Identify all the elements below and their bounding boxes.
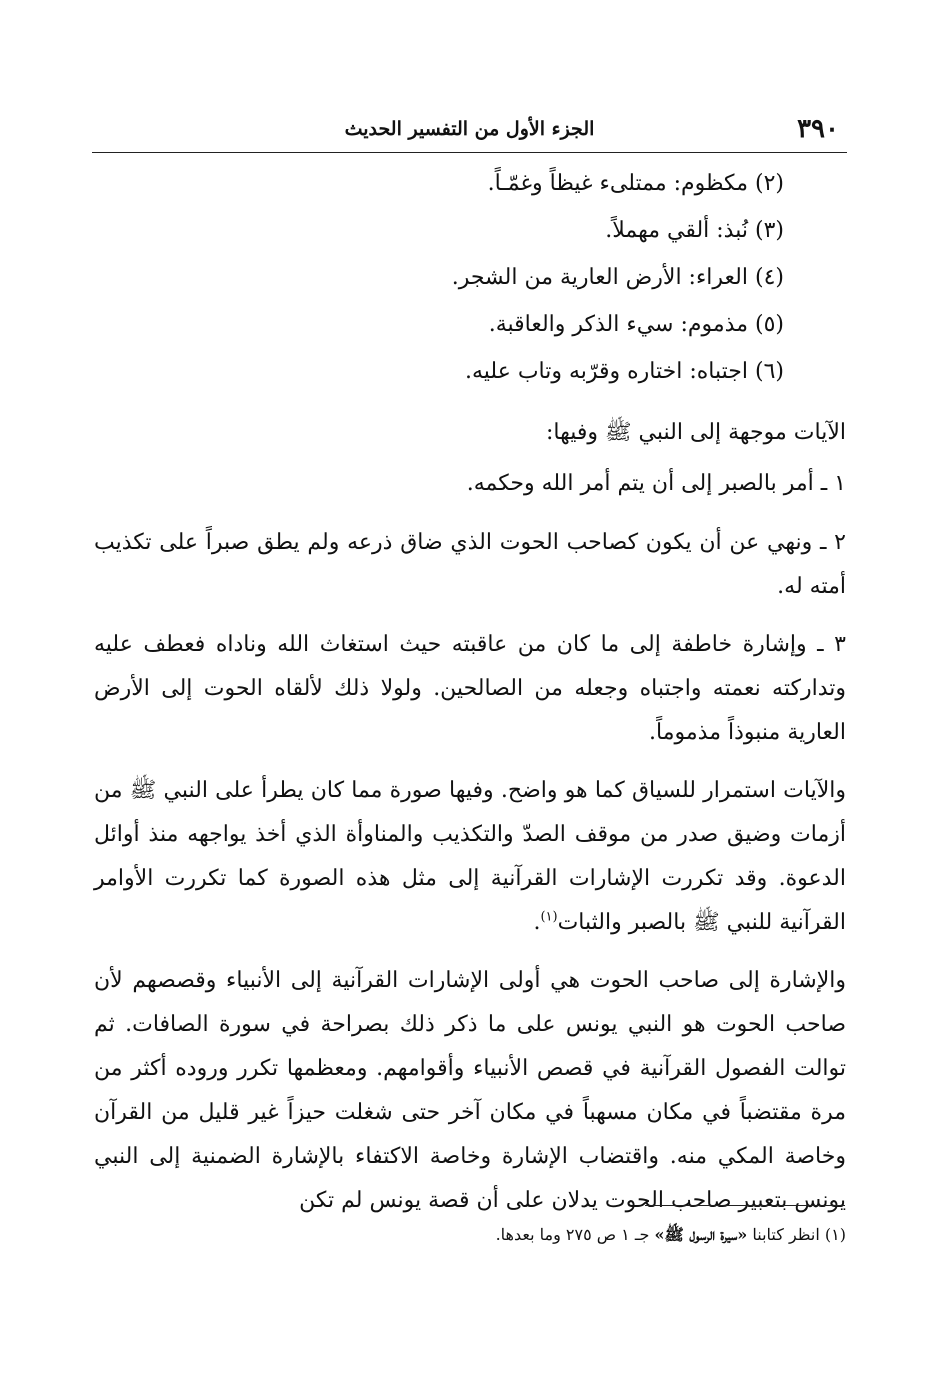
gloss-line: (٣) نُبذ: ألقي مهملاً.: [605, 218, 784, 243]
footnote-text-pre: انظر كتابنا: [752, 1225, 820, 1244]
point-item: ٢ ـ ونهي عن أن يكون كصاحب الحوت الذي ضاق ذرعه ولم يطق صبراً على تكذيب أمته له.: [94, 530, 846, 599]
footnote: [94, 1220, 846, 1250]
paragraph-text: والآيات استمرار للسياق كما هو واضح. وفيها صورة مما كان يطرأ على النبي ﷺ من أزمات وضيق صدر من موقف الصدّ والتكذيب والمناوأة الذي أخذ يواجهه منذ أوائل الدعوة. وقد تكررت الإشارات القرآنية إلى مثل هذه الصورة كما تكررت الأوامر القرآنية للنبي ﷺ بالصبر والثبات: [94, 778, 846, 935]
section-heading: الآيات موجهة إلى النبي ﷺ وفيها:: [545, 420, 846, 445]
paragraph-end: .: [533, 910, 541, 935]
gloss-line: (٢) مكظوم: ممتلىء غيظاً وغمّـاً.: [487, 171, 784, 196]
body-paragraph: [94, 769, 846, 945]
gloss-line: (٦) اجتباه: اختاره وقرّبه وتاب عليه.: [464, 359, 784, 384]
footnote-number: (١): [824, 1225, 846, 1244]
footnote-ref[interactable]: (١): [540, 909, 558, 925]
page-header: [92, 112, 847, 153]
footnote-book-title: «سيرة الرسول ﷺ»: [654, 1225, 748, 1244]
footnote-divider: [645, 1205, 845, 1206]
point-item: ١ ـ أمر بالصبر إلى أن يتم أمر الله وحكمه.: [466, 471, 846, 496]
point-item: ٣ ـ وإشارة خاطفة إلى ما كان من عاقبته حيث استغاث الله وناداه فعطف عليه وتداركته نعمته واجتباه وجعله من الصالحين. ولولا ذلك لألقاه الحوت إلى الأرض العارية منبوذاً مذموماً.: [94, 632, 846, 745]
gloss-line: (٤) العراء: الأرض العارية من الشجر.: [451, 265, 784, 290]
footnote-text-post: جـ ١ ص ٢٧٥ وما بعدها.: [495, 1225, 650, 1244]
running-title: الجزء الأول من التفسير الحديث: [344, 118, 595, 140]
page-number: ٣٩٠: [797, 114, 839, 144]
page-body: [94, 160, 846, 1223]
gloss-line: (٥) مذموم: سيء الذكر والعاقبة.: [488, 312, 784, 337]
body-paragraph: والإشارة إلى صاحب الحوت هي أولى الإشارات القرآنية إلى الأنبياء وقصصهم لأن صاحب الحوت هو النبي يونس على ما ذكر ذلك بصراحة في سورة الصافات. ثم توالت الفصول القرآنية في قصص الأنبياء وأقوامهم. ومعظمها تكرر وروده أكثر من مرة مقتضباً في مكان مسهباً في مكان آخر حتى شغلت حيزاً غير قليل من القرآن وخاصة المكي منه. واقتضاب الإشارة وخاصة الاكتفاء بالإشارة الضمنية إلى النبي يونس بتعبير صاحب الحوت يدلان على أن قصة يونس لم تكن: [94, 968, 847, 1213]
